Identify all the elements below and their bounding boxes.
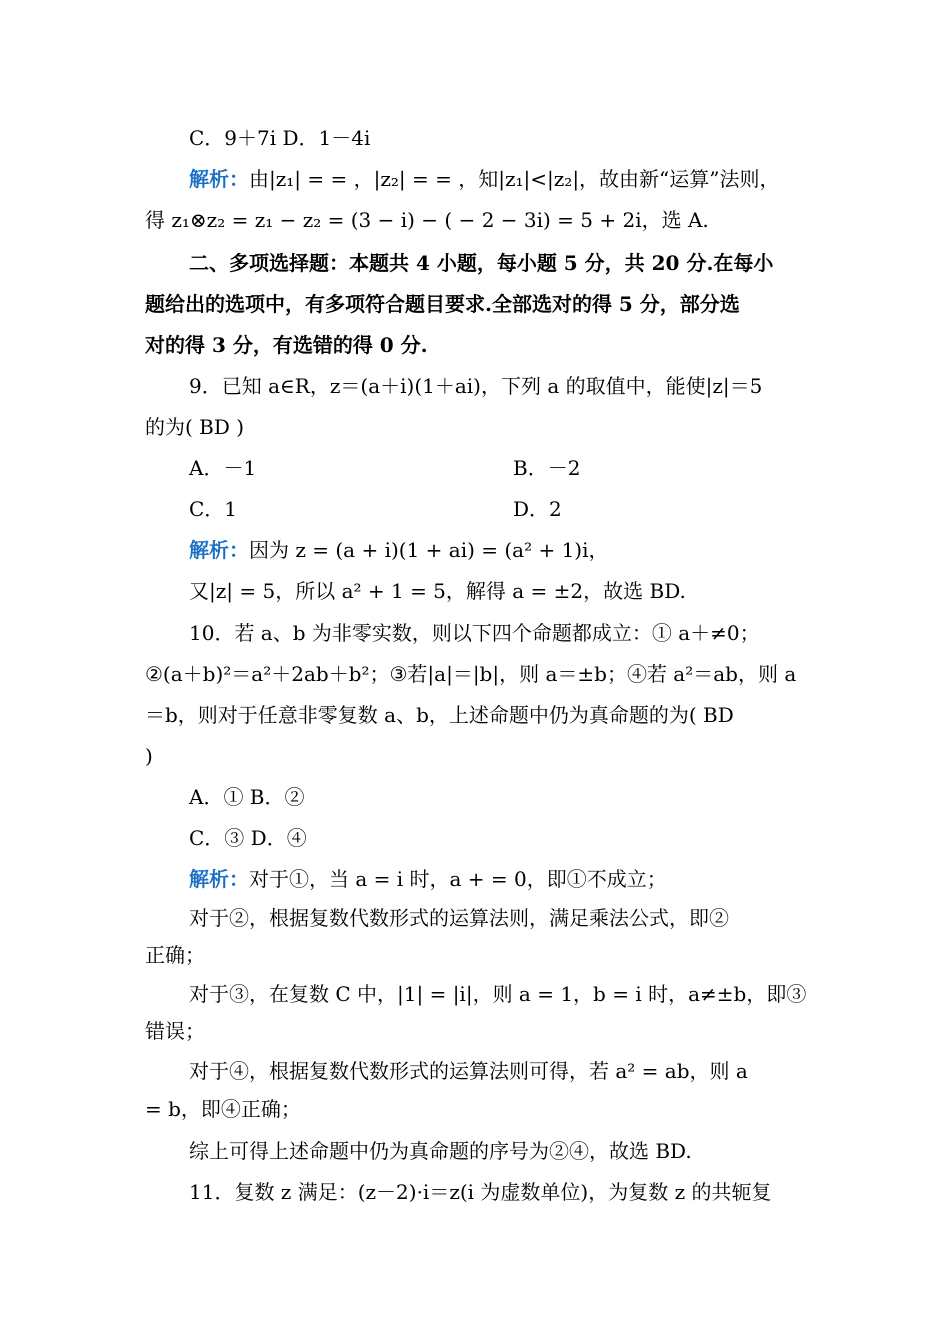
- analysis-line: [189, 536, 810, 564]
- line-text: B．－2: [513, 456, 581, 480]
- text-line: [145, 206, 810, 234]
- line-text: 9．已知 a∈R，z＝(a＋i)(1＋ai)，下列 a 的取值中，能使|z|＝5: [189, 374, 763, 398]
- line-text: 对于④，根据复数代数形式的运算法则可得，若 a² = ab，则 a: [189, 1059, 748, 1083]
- line-text: 对于①，当 a = i 时，a + = 0，即①不成立；: [249, 867, 667, 891]
- line-text: A．－1: [189, 456, 257, 480]
- line-text: ＝b，则对于任意非零复数 a、b，上述命题中仍为真命题的为( BD: [145, 703, 734, 727]
- line-text: 题给出的选项中，有多项符合题目要求.全部选对的得 5 分，部分选: [145, 292, 740, 316]
- section-heading-cont: [145, 331, 810, 359]
- text-line: [189, 904, 810, 932]
- line-text: 对于②，根据复数代数形式的运算法则，满足乘法公式，即②: [189, 906, 729, 930]
- option-cd-line: [189, 124, 810, 152]
- line-text: C．1: [189, 497, 238, 521]
- question-9-answer: [145, 413, 810, 441]
- line-text: A．① B．②: [189, 785, 305, 809]
- analysis-label: 解析：: [189, 538, 249, 562]
- line-text: = b，即④正确；: [145, 1097, 301, 1121]
- option-a: [189, 454, 489, 482]
- line-text: 综上可得上述命题中仍为真命题的序号为②④，故选 BD.: [189, 1139, 692, 1163]
- option-b: [513, 454, 580, 482]
- line-text: C．9＋7i D．1－4i: [189, 126, 371, 150]
- question-9: [189, 372, 810, 400]
- option-cd-line: [189, 824, 810, 852]
- section-heading: [189, 249, 810, 277]
- analysis-line: [189, 165, 810, 193]
- section-heading-cont: [145, 290, 810, 318]
- option-c: [189, 495, 489, 523]
- analysis-label: 解析：: [189, 867, 249, 891]
- text-line: [189, 1057, 810, 1085]
- line-text: 对的得 3 分，有选错的得 0 分.: [145, 333, 428, 357]
- line-text: ②(a＋b)²＝a²＋2ab＋b²；③若|a|＝|b|，则 a＝±b；④若 a²＝ab，则 a: [145, 662, 797, 686]
- question-10-cont: [145, 701, 810, 729]
- line-text: D．2: [513, 497, 562, 521]
- text-line: [145, 1017, 810, 1045]
- text-line: [145, 941, 810, 969]
- text-line: [189, 1137, 810, 1165]
- option-ab-line: [189, 783, 810, 811]
- question-10-cont: [145, 742, 810, 770]
- line-text: 错误；: [145, 1019, 205, 1043]
- line-text: 正确；: [145, 943, 205, 967]
- analysis-line: [189, 865, 810, 893]
- line-text: 11．复数 z 满足：(z－2)·i＝z(i 为虚数单位)，为复数 z 的共轭复: [189, 1180, 772, 1204]
- line-text: 二、多项选择题：本题共 4 小题，每小题 5 分，共 20 分.在每小: [189, 251, 774, 275]
- text-line: [145, 1095, 810, 1123]
- question-10: [189, 619, 810, 647]
- question-11: [189, 1178, 810, 1206]
- line-text: 得 z₁⊗z₂ = z₁ − z₂ = (3 − i) − ( − 2 − 3i) = 5 + 2i，选 A.: [145, 208, 709, 232]
- text-line: [189, 577, 810, 605]
- line-text: 的为( BD ): [145, 415, 245, 439]
- analysis-label: 解析：: [189, 167, 249, 191]
- line-text: 又|z| = 5，所以 a² + 1 = 5，解得 a = ±2，故选 BD.: [189, 579, 686, 603]
- text-line: [189, 980, 810, 1008]
- line-text: C．③ D．④: [189, 826, 307, 850]
- line-text: ): [145, 744, 153, 768]
- line-text: 10．若 a、b 为非零实数，则以下四个命题都成立：① a＋≠0；: [189, 621, 760, 645]
- option-d: [513, 495, 562, 523]
- question-10-cont: [145, 660, 810, 688]
- line-text: 由|z₁| = = ，|z₂| = = ，知|z₁|<|z₂|，故由新“运算”法则，: [249, 167, 780, 191]
- line-text: 对于③，在复数 C 中，|1| = |i|，则 a = 1，b = i 时，a≠±b，即③: [189, 982, 807, 1006]
- line-text: 因为 z = (a + i)(1 + ai) = (a² + 1)i，: [249, 538, 609, 562]
